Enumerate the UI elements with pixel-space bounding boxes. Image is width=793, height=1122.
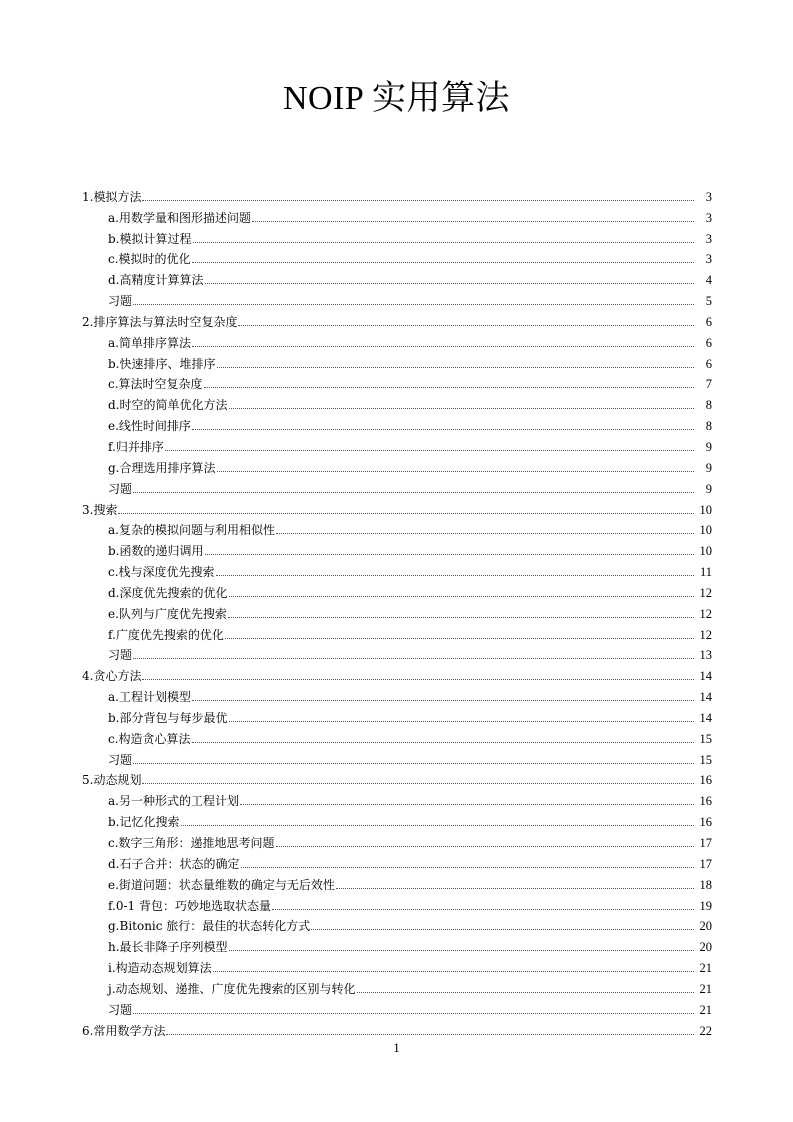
toc-entry-label: f.归并排序 [108, 439, 164, 454]
toc-entry[interactable] [82, 1018, 712, 1039]
toc-entry-page: 6 [705, 356, 712, 371]
toc-leader-dots [133, 304, 694, 305]
toc-entry-page: 10 [699, 523, 712, 538]
toc-entry-page: 6 [705, 335, 712, 350]
toc-entry[interactable] [82, 851, 712, 872]
toc-leader-dots [142, 783, 694, 784]
toc-leader-dots [229, 408, 695, 409]
toc-entry-label: 习题 [108, 481, 133, 496]
toc-entry-page: 17 [699, 856, 712, 871]
toc-entry-page: 12 [699, 627, 712, 642]
toc-leader-dots [213, 971, 694, 972]
toc-entry[interactable] [82, 247, 712, 268]
toc-entry[interactable] [82, 830, 712, 851]
toc-entry-page: 20 [699, 919, 712, 934]
toc-leader-dots [229, 721, 695, 722]
document-title: NOIP 实用算法 [282, 80, 511, 117]
toc-entry-page: 14 [699, 710, 712, 725]
toc-entry-label: c.算法时空复杂度 [108, 377, 203, 392]
toc-entry-label: 习题 [108, 752, 133, 767]
toc-entry[interactable] [82, 705, 712, 726]
toc-entry-page: 19 [699, 898, 712, 913]
toc-entry[interactable] [82, 580, 712, 601]
toc-entry[interactable] [82, 455, 712, 476]
toc-leader-dots [204, 387, 694, 388]
toc-leader-dots [193, 242, 695, 243]
toc-leader-dots [181, 825, 695, 826]
toc-entry-label: d.石子合并：状态的确定 [108, 856, 240, 871]
toc-entry-label: f.0-1 背包：巧妙地选取状态量 [108, 898, 271, 913]
toc-entry-label: b.记忆化搜索 [108, 815, 180, 830]
toc-entry-label: d.时空的简单优化方法 [108, 398, 228, 413]
toc-entry-page: 3 [705, 231, 712, 246]
toc-entry-page: 16 [699, 794, 712, 809]
toc-entry-label: a.简单排序算法 [108, 335, 191, 350]
toc-entry[interactable] [82, 559, 712, 580]
toc-entry[interactable] [82, 476, 712, 497]
toc-entry-page: 21 [699, 961, 712, 976]
toc-entry-label: c.数字三角形：递推地思考问题 [108, 836, 275, 850]
toc-entry-label: b.快速排序、堆排序 [108, 356, 216, 371]
toc-entry[interactable] [82, 747, 712, 768]
toc-entry-page: 16 [699, 773, 712, 788]
toc-leader-dots [133, 658, 694, 659]
toc-entry[interactable] [82, 976, 712, 997]
toc-entry-page: 12 [699, 606, 712, 621]
toc-entry[interactable] [82, 663, 712, 684]
toc-entry-label: 3.搜索 [82, 502, 118, 517]
toc-leader-dots [118, 513, 694, 514]
toc-entry-page: 21 [699, 981, 712, 996]
toc-entry[interactable] [82, 601, 712, 622]
toc-leader-dots [357, 992, 694, 993]
toc-entry-label: g.Bitonic 旅行：最佳的状态转化方式 [108, 919, 311, 934]
toc-entry-label: d.深度优先搜索的优化 [108, 585, 228, 600]
toc-entry-label: a.另一种形式的工程计划 [108, 794, 239, 809]
toc-leader-dots [225, 638, 694, 639]
toc-leader-dots [205, 283, 695, 284]
toc-entry-page: 4 [705, 273, 712, 288]
toc-entry[interactable] [82, 205, 712, 226]
toc-entry-label: 习题 [108, 1002, 133, 1017]
toc-entry-label: 2.排序算法与算法时空复杂度 [82, 314, 238, 329]
toc-entry-page: 14 [699, 669, 712, 684]
toc-leader-dots [228, 617, 694, 618]
toc-leader-dots [166, 1034, 694, 1035]
toc-entry[interactable] [82, 267, 712, 288]
toc-entry-label: 5.动态规划 [82, 773, 142, 788]
toc-leader-dots [133, 763, 694, 764]
table-of-contents [82, 184, 712, 1039]
toc-entry[interactable] [82, 643, 712, 664]
toc-entry-label: e.街道问题：状态量维数的确定与无后效性 [108, 877, 335, 892]
toc-leader-dots [192, 262, 694, 263]
toc-entry-label: h.最长非降子序列模型 [108, 940, 228, 955]
toc-entry[interactable] [82, 226, 712, 247]
toc-entry-label: b.模拟计算过程 [108, 231, 192, 246]
toc-leader-dots [276, 846, 694, 847]
toc-entry[interactable] [82, 684, 712, 705]
toc-entry-page: 3 [705, 210, 712, 225]
toc-leader-dots [252, 221, 694, 222]
toc-entry-page: 9 [705, 439, 712, 454]
toc-entry-page: 3 [705, 189, 712, 204]
toc-entry-label: e.队列与广度优先搜索 [108, 606, 227, 621]
toc-leader-dots [205, 554, 695, 555]
toc-entry-page: 9 [705, 481, 712, 496]
toc-entry-label: b.函数的递归调用 [108, 544, 204, 559]
toc-leader-dots [216, 575, 694, 576]
toc-leader-dots [276, 533, 694, 534]
toc-entry-page: 22 [699, 1023, 712, 1038]
toc-leader-dots [142, 679, 694, 680]
toc-entry-label: 习题 [108, 648, 133, 663]
toc-entry-page: 7 [705, 377, 712, 392]
toc-entry[interactable] [82, 372, 712, 393]
toc-entry[interactable] [82, 392, 712, 413]
toc-leader-dots [272, 909, 694, 910]
toc-leader-dots [133, 492, 694, 493]
toc-entry-label: c.模拟时的优化 [108, 252, 191, 267]
toc-entry-page: 14 [699, 690, 712, 705]
toc-entry-label: e.线性时间排序 [108, 419, 191, 434]
toc-entry-page: 8 [705, 419, 712, 434]
toc-entry[interactable] [82, 809, 712, 830]
toc-entry-page: 15 [699, 731, 712, 746]
toc-leader-dots [240, 804, 694, 805]
toc-entry[interactable] [82, 497, 712, 518]
toc-entry-label: a.复杂的模拟问题与利用相似性 [108, 523, 275, 538]
toc-leader-dots [336, 888, 694, 889]
toc-leader-dots [229, 950, 694, 951]
toc-leader-dots [142, 200, 694, 201]
toc-entry[interactable] [82, 622, 712, 643]
toc-leader-dots [192, 742, 694, 743]
toc-entry-label: f.广度优先搜索的优化 [108, 627, 224, 642]
toc-entry[interactable] [82, 726, 712, 747]
toc-entry-label: b.部分背包与每步最优 [108, 710, 228, 725]
toc-entry-page: 10 [699, 502, 712, 517]
toc-leader-dots [165, 450, 694, 451]
toc-entry-page: 10 [699, 544, 712, 559]
toc-entry-page: 13 [699, 648, 712, 663]
toc-entry[interactable] [82, 184, 712, 205]
toc-entry-label: c.构造贪心算法 [108, 731, 191, 746]
toc-entry[interactable] [82, 413, 712, 434]
toc-leader-dots [217, 367, 695, 368]
toc-entry-label: j.动态规划、递推、广度优先搜索的区别与转化 [108, 981, 356, 996]
toc-entry-label: d.高精度计算算法 [108, 273, 204, 288]
toc-entry-label: 习题 [108, 294, 133, 309]
toc-leader-dots [133, 1013, 694, 1014]
toc-entry-page: 17 [699, 836, 712, 850]
toc-entry[interactable] [82, 872, 712, 893]
toc-entry[interactable] [82, 434, 712, 455]
toc-entry-page: 9 [705, 460, 712, 475]
toc-entry[interactable] [82, 914, 712, 935]
toc-entry-label: c.栈与深度优先搜索 [108, 565, 215, 580]
toc-entry-page: 20 [699, 940, 712, 955]
toc-entry-page: 16 [699, 815, 712, 830]
toc-entry[interactable] [82, 288, 712, 309]
toc-leader-dots [192, 346, 694, 347]
toc-entry-label: a.用数学量和图形描述问题 [108, 210, 251, 225]
toc-entry[interactable] [82, 934, 712, 955]
toc-entry-page: 12 [699, 585, 712, 600]
page-number: 1 [393, 1040, 400, 1055]
toc-leader-dots [238, 325, 694, 326]
toc-entry[interactable] [82, 997, 712, 1018]
toc-entry[interactable] [82, 351, 712, 372]
toc-leader-dots [229, 596, 695, 597]
toc-entry[interactable] [82, 768, 712, 789]
toc-entry[interactable] [82, 538, 712, 559]
toc-entry-label: i.构造动态规划算法 [108, 961, 212, 976]
toc-entry-page: 21 [699, 1002, 712, 1017]
toc-entry-label: a.工程计划模型 [108, 690, 191, 705]
toc-leader-dots [241, 867, 695, 868]
toc-entry[interactable] [82, 955, 712, 976]
toc-entry-page: 5 [705, 294, 712, 309]
toc-entry-page: 18 [699, 877, 712, 892]
toc-entry-page: 3 [705, 252, 712, 267]
toc-entry[interactable] [82, 518, 712, 539]
toc-leader-dots [311, 929, 694, 930]
toc-entry-label: 6.常用数学方法 [82, 1023, 166, 1038]
toc-leader-dots [217, 471, 695, 472]
toc-entry[interactable] [82, 893, 712, 914]
toc-entry-page: 6 [705, 314, 712, 329]
toc-entry[interactable] [82, 330, 712, 351]
toc-entry-page: 11 [699, 565, 712, 580]
toc-leader-dots [192, 700, 694, 701]
toc-entry-page: 8 [705, 398, 712, 413]
toc-entry-label: 1.模拟方法 [82, 189, 142, 204]
toc-entry[interactable] [82, 788, 712, 809]
toc-entry-label: g.合理选用排序算法 [108, 460, 216, 475]
toc-entry-label: 4.贪心方法 [82, 669, 142, 684]
toc-leader-dots [192, 429, 694, 430]
toc-entry[interactable] [82, 309, 712, 330]
toc-entry-page: 15 [699, 752, 712, 767]
